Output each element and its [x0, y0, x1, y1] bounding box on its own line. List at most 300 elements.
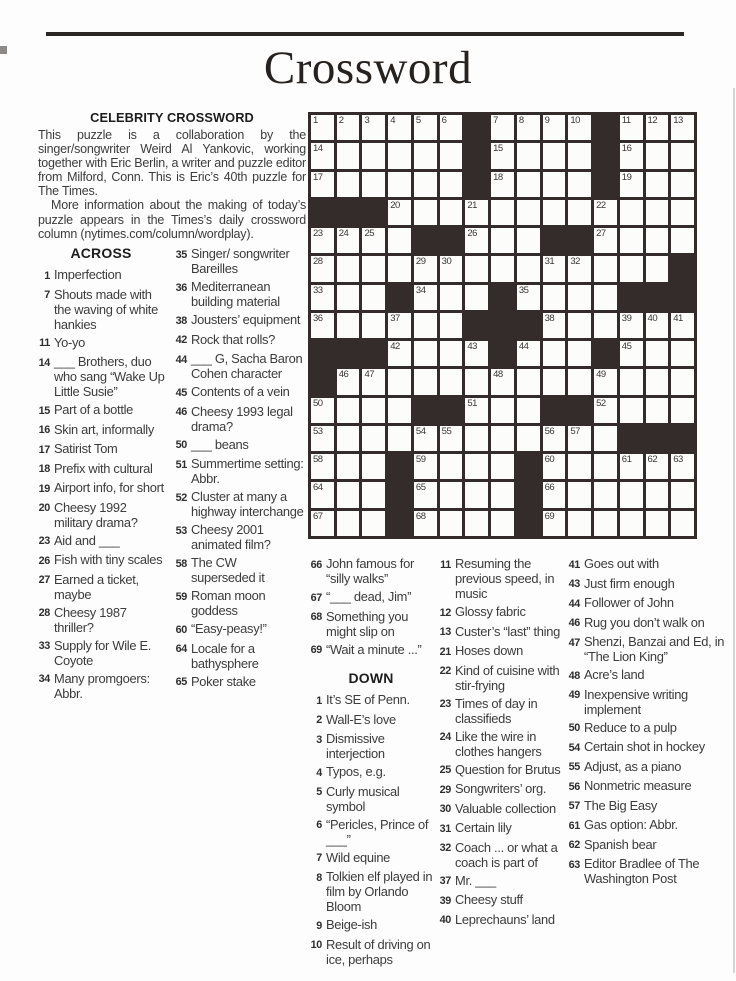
- grid-black-square: [311, 200, 334, 225]
- grid-cell[interactable]: [543, 143, 566, 168]
- grid-black-square: [311, 341, 334, 366]
- grid-cell[interactable]: [362, 482, 385, 507]
- clue-number: 20: [38, 502, 50, 514]
- grid-cell[interactable]: [671, 511, 694, 536]
- clue-item: [36, 500, 166, 530]
- grid-cell[interactable]: [646, 143, 669, 168]
- clue-text: Part of a bottle: [54, 402, 134, 417]
- grid-cell[interactable]: [646, 228, 669, 253]
- cell-number: 46: [338, 369, 349, 381]
- grid-cell[interactable]: [440, 256, 463, 281]
- grid-cell[interactable]: [362, 426, 385, 451]
- grid-black-square: [440, 398, 463, 423]
- grid-black-square: [568, 398, 591, 423]
- grid-cell[interactable]: [362, 454, 385, 479]
- grid-cell[interactable]: [440, 172, 463, 197]
- grid-cell[interactable]: [388, 256, 411, 281]
- clue-number: 35: [175, 248, 187, 261]
- grid-cell[interactable]: [517, 256, 540, 281]
- grid-cell[interactable]: [568, 313, 591, 338]
- clue-text: Cheesy 1993 legal drama?: [191, 403, 293, 434]
- grid-cell[interactable]: [543, 341, 566, 366]
- grid-cell[interactable]: [594, 285, 617, 310]
- clue-item: [173, 332, 304, 349]
- clue-text: The CW superseded it: [191, 555, 265, 585]
- grid-cell[interactable]: [671, 200, 694, 225]
- clue-text: Nonmetric measure: [584, 778, 692, 793]
- grid-cell[interactable]: [568, 200, 591, 225]
- clue-text: Mediterranean building material: [191, 279, 280, 309]
- grid-cell[interactable]: [388, 398, 411, 423]
- grid-cell[interactable]: [568, 285, 591, 310]
- grid-cell[interactable]: [568, 426, 591, 451]
- grid-cell[interactable]: [543, 285, 566, 310]
- grid-cell[interactable]: [594, 369, 617, 394]
- clue-text: Shouts made with the waving of white hankies: [54, 286, 158, 332]
- grid-cell[interactable]: [337, 285, 360, 310]
- clue-number: 3: [316, 733, 322, 746]
- grid-cell[interactable]: [440, 200, 463, 225]
- grid-cell[interactable]: [646, 398, 669, 423]
- grid-cell[interactable]: [543, 313, 566, 338]
- grid-cell[interactable]: [543, 200, 566, 225]
- grid-cell[interactable]: [491, 482, 514, 507]
- grid-cell[interactable]: [311, 511, 334, 536]
- grid-cell[interactable]: [337, 228, 360, 253]
- clue-text: Coach ... or what a coach is part of: [455, 839, 558, 870]
- grid-cell[interactable]: [646, 369, 669, 394]
- grid-cell[interactable]: [517, 285, 540, 310]
- clue-item: [36, 422, 166, 439]
- grid-cell[interactable]: [671, 398, 694, 423]
- grid-cell[interactable]: [311, 398, 334, 423]
- grid-cell[interactable]: [388, 369, 411, 394]
- clue-item: [36, 480, 166, 497]
- grid-cell[interactable]: [362, 115, 385, 140]
- grid-cell[interactable]: [311, 256, 334, 281]
- clue-item: [437, 604, 563, 621]
- grid-cell[interactable]: [517, 172, 540, 197]
- grid-cell[interactable]: [491, 172, 514, 197]
- grid-cell[interactable]: [414, 511, 437, 536]
- grid-cell[interactable]: [671, 454, 694, 479]
- grid-cell[interactable]: [362, 398, 385, 423]
- grid-cell[interactable]: [646, 454, 669, 479]
- grid-cell[interactable]: [568, 511, 591, 536]
- grid-black-square: [594, 172, 617, 197]
- grid-black-square: [465, 313, 488, 338]
- grid-cell[interactable]: [440, 285, 463, 310]
- grid-cell[interactable]: [568, 172, 591, 197]
- grid-cell[interactable]: [671, 115, 694, 140]
- grid-black-square: [646, 426, 669, 451]
- grid-cell[interactable]: [671, 143, 694, 168]
- grid-cell[interactable]: [362, 511, 385, 536]
- cell-number: 6: [441, 115, 447, 126]
- clue-number: 21: [439, 645, 451, 658]
- grid-cell[interactable]: [465, 426, 488, 451]
- grid-cell[interactable]: [337, 454, 360, 479]
- grid-black-square: [337, 200, 360, 225]
- grid-cell[interactable]: [671, 228, 694, 253]
- down-heading: DOWN: [348, 670, 394, 686]
- grid-cell[interactable]: [594, 398, 617, 423]
- clue-text: Locale for a bathysphere: [191, 640, 259, 671]
- grid-cell[interactable]: [440, 313, 463, 338]
- grid-cell[interactable]: [568, 369, 591, 394]
- grid-cell[interactable]: [568, 143, 591, 168]
- grid-cell[interactable]: [337, 143, 360, 168]
- grid-cell[interactable]: [620, 511, 643, 536]
- grid-cell[interactable]: [594, 482, 617, 507]
- grid-cell[interactable]: [337, 313, 360, 338]
- grid-cell[interactable]: [620, 256, 643, 281]
- cell-number: 1: [313, 115, 318, 126]
- grid-cell[interactable]: [465, 454, 488, 479]
- grid-cell[interactable]: [517, 143, 540, 168]
- grid-cell[interactable]: [620, 454, 643, 479]
- grid-cell[interactable]: [337, 172, 360, 197]
- grid-cell[interactable]: [414, 200, 437, 225]
- grid-cell[interactable]: [594, 511, 617, 536]
- grid-cell[interactable]: [337, 369, 360, 394]
- grid-cell[interactable]: [517, 200, 540, 225]
- grid-black-square: [620, 285, 643, 310]
- grid-cell[interactable]: [414, 454, 437, 479]
- grid-cell[interactable]: [620, 482, 643, 507]
- grid-cell[interactable]: [465, 482, 488, 507]
- grid-cell[interactable]: [440, 426, 463, 451]
- clue-item: [36, 638, 166, 668]
- grid-cell[interactable]: [646, 341, 669, 366]
- clue-text: Many promgoers: Abbr.: [54, 670, 150, 701]
- clue-text: Follower of John: [584, 595, 674, 610]
- grid-cell[interactable]: [491, 143, 514, 168]
- intro-paragraph-1: This puzzle is a collaboration by the singer/songwriter Weird Al Yankovic, working together with Eric Berlin, a writer and puzzle editor from Milford, Conn. This is Eric’s 40th puzzle for The Times.: [38, 128, 307, 199]
- grid-cell[interactable]: [362, 256, 385, 281]
- grid-cell[interactable]: [440, 115, 463, 140]
- grid-cell[interactable]: [543, 426, 566, 451]
- grid-cell[interactable]: [543, 115, 566, 140]
- grid-cell[interactable]: [491, 426, 514, 451]
- grid-cell[interactable]: [671, 313, 694, 338]
- grid-cell[interactable]: [491, 200, 514, 225]
- cell-number: 65: [415, 482, 426, 494]
- grid-black-square: [594, 341, 617, 366]
- clue-number: 44: [568, 597, 580, 610]
- grid-black-square: [620, 426, 643, 451]
- grid-cell[interactable]: [362, 143, 385, 168]
- grid-cell[interactable]: [491, 398, 514, 423]
- grid-cell[interactable]: [414, 341, 437, 366]
- clue-item: [437, 729, 563, 759]
- grid-cell[interactable]: [491, 256, 514, 281]
- clue-item: [566, 720, 732, 737]
- grid-cell[interactable]: [543, 482, 566, 507]
- grid-cell[interactable]: [543, 454, 566, 479]
- grid-cell[interactable]: [620, 200, 643, 225]
- clue-item: [566, 817, 732, 834]
- clue-text: Rock that rolls?: [191, 331, 276, 347]
- cell-number: 34: [415, 284, 426, 296]
- clue-item: [437, 762, 563, 779]
- crossword-grid[interactable]: [308, 112, 697, 539]
- grid-cell[interactable]: [388, 200, 411, 225]
- grid-cell[interactable]: [388, 228, 411, 253]
- grid-cell[interactable]: [440, 341, 463, 366]
- grid-cell[interactable]: [671, 482, 694, 507]
- clue-text: Typos, e.g.: [326, 764, 386, 779]
- clue-text: Curly musical symbol: [326, 783, 400, 814]
- clue-number: 28: [38, 607, 50, 619]
- clue-number: 52: [175, 491, 187, 504]
- clue-item: [36, 267, 166, 284]
- grid-cell[interactable]: [620, 313, 643, 338]
- clue-item: [308, 589, 434, 606]
- grid-cell[interactable]: [543, 369, 566, 394]
- grid-cell[interactable]: [594, 200, 617, 225]
- grid-cell[interactable]: [568, 256, 591, 281]
- grid-cell[interactable]: [362, 228, 385, 253]
- grid-cell[interactable]: [671, 369, 694, 394]
- clue-text: Certain lily: [455, 820, 512, 835]
- grid-cell[interactable]: [517, 115, 540, 140]
- grid-cell[interactable]: [414, 115, 437, 140]
- clue-item: [308, 642, 434, 659]
- grid-cell[interactable]: [414, 285, 437, 310]
- clue-text: ___ G, Sacha Baron Cohen character: [191, 351, 303, 381]
- grid-black-square: [671, 426, 694, 451]
- grid-cell[interactable]: [414, 313, 437, 338]
- grid-cell[interactable]: [543, 256, 566, 281]
- cell-number: 10: [570, 115, 580, 126]
- cell-number: 12: [647, 115, 658, 126]
- cell-number: 9: [544, 115, 550, 126]
- grid-cell[interactable]: [465, 369, 488, 394]
- grid-black-square: [491, 313, 514, 338]
- grid-cell[interactable]: [620, 228, 643, 253]
- clue-text: Certain shot in hockey: [584, 739, 705, 754]
- cell-number: 21: [467, 199, 477, 211]
- grid-cell[interactable]: [362, 285, 385, 310]
- grid-cell[interactable]: [337, 256, 360, 281]
- grid-cell[interactable]: [491, 454, 514, 479]
- grid-cell[interactable]: [440, 143, 463, 168]
- grid-cell[interactable]: [646, 511, 669, 536]
- grid-cell[interactable]: [517, 398, 540, 423]
- page-title: Crossword: [263, 42, 473, 94]
- grid-cell[interactable]: [543, 172, 566, 197]
- cell-number: 54: [415, 425, 426, 437]
- grid-cell[interactable]: [465, 200, 488, 225]
- clue-item: [437, 840, 563, 870]
- grid-cell[interactable]: [440, 454, 463, 479]
- grid-cell[interactable]: [620, 398, 643, 423]
- clue-text: “___ dead, Jim”: [326, 589, 412, 604]
- grid-cell[interactable]: [440, 482, 463, 507]
- grid-cell[interactable]: [337, 511, 360, 536]
- grid-cell[interactable]: [362, 313, 385, 338]
- grid-cell[interactable]: [311, 313, 334, 338]
- clue-text: Satirist Tom: [54, 441, 118, 456]
- grid-cell[interactable]: [388, 313, 411, 338]
- grid-cell[interactable]: [388, 172, 411, 197]
- grid-cell[interactable]: [543, 511, 566, 536]
- clue-item: [308, 609, 434, 639]
- grid-cell[interactable]: [491, 228, 514, 253]
- grid-cell[interactable]: [491, 369, 514, 394]
- cell-number: 61: [621, 454, 632, 466]
- clue-text: ___ beans: [191, 436, 249, 452]
- clue-item: [308, 764, 434, 781]
- across-clue-list-continued: [308, 556, 434, 658]
- cell-number: 37: [390, 312, 400, 324]
- grid-cell[interactable]: [362, 172, 385, 197]
- clue-text: Yo-yo: [54, 334, 85, 350]
- grid-cell[interactable]: [646, 482, 669, 507]
- cell-number: 40: [647, 312, 658, 324]
- grid-cell[interactable]: [388, 143, 411, 168]
- grid-cell[interactable]: [465, 256, 488, 281]
- grid-black-square: [362, 341, 385, 366]
- grid-cell[interactable]: [594, 313, 617, 338]
- grid-cell[interactable]: [517, 426, 540, 451]
- grid-cell[interactable]: [388, 115, 411, 140]
- grid-cell[interactable]: [311, 228, 334, 253]
- grid-cell[interactable]: [311, 285, 334, 310]
- clue-item: [173, 588, 304, 618]
- bottom-clues-column-1: [308, 556, 434, 970]
- clue-item: [308, 712, 434, 729]
- clue-text: Adjust, as a piano: [584, 758, 682, 774]
- grid-cell[interactable]: [620, 143, 643, 168]
- clue-text: Prefix with cultural: [54, 460, 153, 476]
- grid-cell[interactable]: [337, 482, 360, 507]
- cell-number: 56: [544, 425, 555, 437]
- grid-cell[interactable]: [620, 369, 643, 394]
- clue-item: [566, 778, 732, 795]
- grid-cell[interactable]: [671, 172, 694, 197]
- grid-cell[interactable]: [568, 341, 591, 366]
- grid-cell[interactable]: [646, 200, 669, 225]
- grid-cell[interactable]: [440, 369, 463, 394]
- grid-cell[interactable]: [337, 398, 360, 423]
- grid-cell[interactable]: [311, 143, 334, 168]
- clue-item: [437, 663, 563, 693]
- clue-number: 1: [44, 269, 50, 282]
- clue-number: 17: [38, 443, 50, 456]
- grid-cell[interactable]: [388, 341, 411, 366]
- grid-black-square: [671, 256, 694, 281]
- grid-black-square: [671, 285, 694, 310]
- clue-text: ___ Brothers, duo who sang “Wake Up Little Susie”: [54, 354, 165, 399]
- cell-number: 48: [493, 369, 503, 381]
- grid-cell[interactable]: [594, 454, 617, 479]
- cell-number: 27: [596, 228, 606, 240]
- grid-cell[interactable]: [646, 115, 669, 140]
- cell-number: 8: [518, 115, 524, 126]
- grid-cell[interactable]: [620, 341, 643, 366]
- grid-cell[interactable]: [517, 341, 540, 366]
- cell-number: 7: [493, 115, 498, 126]
- clue-number: 41: [568, 558, 580, 571]
- cell-number: 55: [441, 425, 452, 437]
- grid-cell[interactable]: [311, 454, 334, 479]
- grid-cell[interactable]: [465, 398, 488, 423]
- grid-cell[interactable]: [465, 285, 488, 310]
- clue-number: 4: [316, 766, 322, 779]
- clue-number: 23: [38, 535, 50, 547]
- clue-text: Result of driving on ice, perhaps: [326, 936, 431, 967]
- cell-number: 42: [390, 341, 400, 353]
- clue-text: Shenzi, Banzai and Ed, in “The Lion King”: [584, 634, 725, 664]
- grid-cell[interactable]: [594, 426, 617, 451]
- grid-cell[interactable]: [568, 482, 591, 507]
- grid-cell[interactable]: [646, 313, 669, 338]
- grid-cell[interactable]: [337, 426, 360, 451]
- grid-cell[interactable]: [465, 341, 488, 366]
- grid-cell[interactable]: [646, 256, 669, 281]
- grid-cell[interactable]: [491, 115, 514, 140]
- cell-number: 22: [596, 199, 606, 211]
- grid-cell[interactable]: [620, 115, 643, 140]
- grid-cell[interactable]: [414, 172, 437, 197]
- grid-cell[interactable]: [414, 143, 437, 168]
- grid-cell[interactable]: [337, 115, 360, 140]
- grid-cell[interactable]: [646, 172, 669, 197]
- grid-cell[interactable]: [620, 172, 643, 197]
- grid-cell[interactable]: [568, 115, 591, 140]
- grid-cell[interactable]: [311, 426, 334, 451]
- grid-cell[interactable]: [517, 369, 540, 394]
- grid-cell[interactable]: [414, 369, 437, 394]
- clue-item: [566, 739, 732, 756]
- grid-black-square: [388, 454, 411, 479]
- grid-black-square: [517, 511, 540, 536]
- cell-number: 58: [313, 454, 323, 466]
- grid-cell[interactable]: [311, 482, 334, 507]
- clue-item: [566, 667, 732, 684]
- grid-cell[interactable]: [311, 172, 334, 197]
- clue-number: 6: [316, 819, 322, 831]
- grid-cell[interactable]: [517, 228, 540, 253]
- grid-cell[interactable]: [414, 482, 437, 507]
- grid-cell[interactable]: [568, 454, 591, 479]
- grid-cell[interactable]: [388, 426, 411, 451]
- clue-item: [36, 552, 166, 569]
- clue-item: [566, 759, 732, 776]
- grid-cell[interactable]: [465, 511, 488, 536]
- grid-cell[interactable]: [594, 256, 617, 281]
- clue-item: [36, 441, 166, 458]
- clue-item: [36, 605, 166, 635]
- cell-number: 67: [313, 510, 323, 522]
- grid-cell[interactable]: [465, 228, 488, 253]
- cell-number: 17: [313, 171, 323, 183]
- grid-cell[interactable]: [362, 369, 385, 394]
- grid-cell[interactable]: [440, 511, 463, 536]
- grid-black-square: [543, 398, 566, 423]
- grid-cell[interactable]: [414, 256, 437, 281]
- grid-cell[interactable]: [594, 228, 617, 253]
- clue-item: [566, 615, 732, 632]
- grid-cell[interactable]: [414, 426, 437, 451]
- grid-cell[interactable]: [311, 115, 334, 140]
- clue-number: 38: [175, 314, 187, 327]
- grid-cell[interactable]: [671, 341, 694, 366]
- grid-cell[interactable]: [491, 511, 514, 536]
- clue-text: Custer’s “last” thing: [455, 623, 560, 639]
